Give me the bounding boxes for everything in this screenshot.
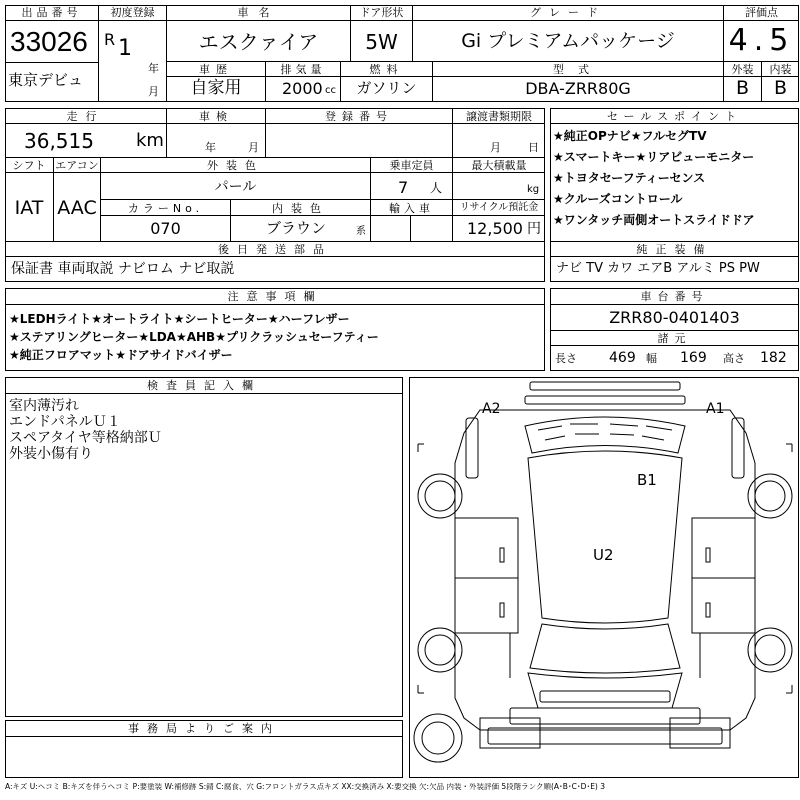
reg-no-label: 登録番号: [325, 110, 393, 123]
exterior-score: B: [735, 77, 750, 99]
standard-equipment: ナビ TV カワ エアB アルミ PS PW: [556, 261, 760, 276]
recycle-unit: 円: [527, 221, 541, 237]
load-unit: kg: [527, 184, 540, 195]
interior-score: B: [773, 77, 788, 99]
first-reg-label: 初度登録: [110, 6, 155, 19]
import-label: 輸入車: [389, 202, 434, 215]
car-name-label: 車名: [237, 6, 280, 19]
inspector-line: 外装小傷有り: [9, 446, 93, 462]
color-no-label: カラーNo.: [127, 202, 204, 215]
chassis-label: 車台番号: [640, 290, 709, 303]
model-label: 型式: [553, 63, 603, 76]
history-label: 車歴: [199, 63, 233, 76]
exterior-score-label: 外装: [731, 63, 754, 76]
specs-label: 諸元: [657, 332, 692, 345]
sales-point: ★スマートキー★リアビューモニター: [553, 150, 755, 164]
mileage-unit: km: [136, 130, 164, 151]
inspector-label: 検査員記入欄: [147, 379, 261, 392]
transfer-month-unit: 月: [490, 141, 501, 154]
inspector-line: 室内薄汚れ: [9, 398, 79, 414]
damage-mark-a2: A2: [482, 401, 501, 417]
inspection-year-unit: 年: [205, 141, 216, 154]
transfer-label: 譲渡書類期限: [466, 110, 532, 123]
damage-mark-a1: A1: [706, 401, 725, 417]
first-reg-year: 1: [118, 36, 132, 61]
interior-color: ブラウン: [265, 219, 326, 237]
inspection-month-unit: 月: [248, 141, 259, 154]
fuel: ガソリン: [356, 79, 417, 97]
damage-mark-u2: U2: [593, 546, 614, 564]
color-no: 070: [150, 219, 181, 238]
interior-color-label: 内装色: [272, 202, 329, 215]
fuel-label: 燃料: [369, 63, 404, 76]
mileage: 36,515: [24, 129, 94, 153]
door-label: ドア形状: [359, 6, 404, 19]
door: 5W: [365, 30, 398, 54]
grade: Gi プレミアムパッケージ: [461, 30, 675, 52]
exterior-color: パール: [214, 179, 257, 195]
year-unit: 年: [148, 62, 159, 75]
shift: IAT: [14, 197, 44, 219]
vehicle-diagram-drawing: [410, 378, 799, 778]
exterior-color-label: 外装色: [207, 159, 264, 172]
displacement-label: 排気量: [280, 63, 326, 76]
note-line: ★ステアリングヒーター★LDA★AHB★プリクラッシュセーフティー: [9, 330, 379, 344]
capacity-label: 乗車定員: [389, 159, 434, 172]
displacement-unit: cc: [325, 85, 336, 96]
capacity-unit: 人: [430, 181, 443, 195]
sales-point: ★純正OPナビ★フルセグTV: [553, 129, 707, 143]
width: 169: [680, 350, 707, 366]
inspection-label: 車検: [199, 110, 233, 123]
venue: 東京デビュ: [8, 71, 84, 89]
lot-no-label: 出品番号: [21, 6, 82, 19]
height: 182: [760, 350, 787, 366]
length-label: 長さ: [555, 352, 577, 365]
lot-no: 33026: [10, 26, 88, 57]
era: R: [104, 30, 116, 49]
delivery-label: 後日発送部品: [218, 243, 332, 256]
shift-label: シフト: [12, 159, 46, 172]
month-unit: 月: [148, 85, 159, 98]
delivery-parts: 保証書 車両取説 ナビロム ナビ取説: [11, 261, 235, 277]
notes-list: [9, 310, 541, 364]
inspector-line: エンドパネルＵ１: [9, 414, 121, 430]
inspector-line: スペアタイヤ等格納部Ｕ: [9, 430, 162, 446]
interior-score-label: 内装: [769, 63, 792, 76]
notes-label: 注意事項欄: [227, 290, 323, 303]
recycle-amount: 12,500: [467, 219, 523, 238]
inspector-notes: [9, 398, 399, 462]
legend-footer: A:キズ U:ヘコミ B:キズを伴うヘコミ P:要塗装 W:補修跡 S:錆 C:腐食、穴 G:フロントガラス点キズ XX:交換済み X:要交換 欠:欠品 内装・外装評価 5段階ランク順(A･B･C･D･E) 3: [5, 783, 606, 791]
sales-point: ★トヨタセーフティーセンス: [553, 171, 706, 185]
standard-equipment-label: 純正装備: [636, 243, 713, 256]
ac-label: エアコン: [55, 159, 99, 172]
vehicle-diagram: [409, 377, 799, 778]
model: DBA-ZRR80G: [525, 79, 631, 98]
car-name: エスクァイア: [198, 30, 319, 54]
score: 4.5: [728, 23, 795, 58]
grade-label: グレード: [530, 6, 606, 19]
mileage-label: 走行: [66, 110, 105, 123]
sales-point: ★ワンタッチ両側オートスライドドア: [553, 213, 755, 227]
history: 自家用: [190, 78, 242, 98]
damage-mark-b1: B1: [637, 471, 657, 489]
office-label: 事務局よりご案内: [128, 722, 280, 735]
sales-point: ★クルーズコントロール: [553, 192, 683, 206]
chassis-number: ZRR80-0401403: [609, 308, 740, 327]
load-label: 最大積載量: [471, 159, 527, 172]
displacement: 2000: [282, 79, 323, 98]
length: 469: [609, 350, 636, 366]
capacity: 7: [398, 178, 409, 197]
width-label: 幅: [646, 352, 657, 365]
transfer-day-unit: 日: [528, 141, 539, 154]
interior-color-suffix: 系: [356, 226, 366, 237]
ac: AAC: [57, 197, 97, 219]
sales-points-list: [553, 126, 797, 231]
note-line: ★LEDHライト★オートライト★シートヒーター★ハーフレザー: [9, 312, 350, 326]
recycle-label: リサイクル預託金: [459, 202, 539, 213]
height-label: 高さ: [723, 352, 745, 365]
sales-points-label: セールスポイント: [606, 110, 742, 123]
note-line: ★純正フロアマット★ドアサイドバイザー: [9, 348, 233, 362]
score-label: 評価点: [745, 6, 778, 19]
